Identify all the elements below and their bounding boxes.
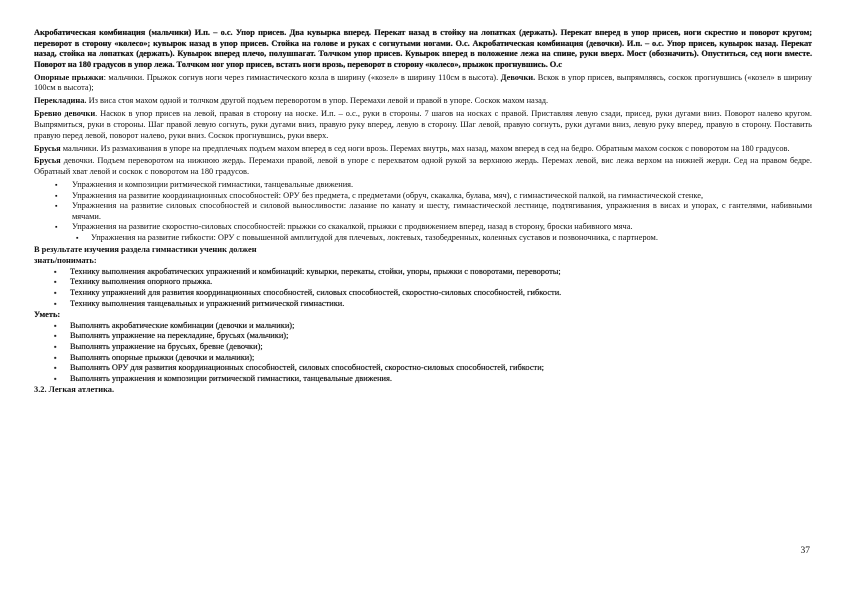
know-label: знать/понимать: (34, 256, 97, 266)
bar-paragraph (34, 96, 812, 107)
list-item: ▪ Выполнять упражнение на перекладине, брусьях (мальчики); (34, 331, 812, 342)
list-item: ▪ Технику выполнения акробатических упражнений и комбинаций: кувырки, перекаты, стойки, упоры, прыжки с поворотами, перевороты; (34, 267, 812, 278)
list-item: ▪ Упражнения на развитие скоростно-силовых способностей: прыжки со скакалкой, прыжки с продвижением вперед, назад в сторону, броски набивного мяча. (34, 222, 812, 233)
parallel-bars-paragraph (34, 144, 812, 155)
vault-paragraph (34, 73, 812, 94)
list-item: ▪ Выполнять упражнения и композиции ритмической гимнастики, танцевальные движения. (34, 374, 812, 385)
list-item: ▪ Упражнения на развитие силовых способностей и силовой выносливости: лазание по канату и шесту, гимнастической лестнице, подтягивания, упражнения в висах и упорах, с гантелями, набивными мячами. (34, 201, 812, 222)
beam-text: . Наскок в упор присев на левой, правая в сторону на носке. И.п. – о.с., руки в стороны. 7 шагов на носках с правой. Приставляя левую сзади, присед, руки дугами вниз. Поворот налево кругом. Выпрямиться, руки в стороны. Шаг правой левую согнуть, руки дугами вниз, правую руку вперед, левую в сторону. Шаг левой, правую согнуть, руки дугами вниз, левую руку вперед, правую в сторону. Поставить правую перед левой, поворот налево, руки вниз. Соскок прогнувшись, руки вверх. (34, 109, 812, 140)
exercise-list (34, 180, 812, 233)
page-number: 37 (800, 546, 810, 556)
list-item: ▪ Выполнять опорные прыжки (девочки и мальчики); (34, 353, 812, 364)
acrobatics-paragraph (34, 28, 812, 70)
list-item: ▪ Технику упражнений для развития координационных способностей, силовых способностей, скоростно-силовых способностей, гибкости. (34, 288, 812, 299)
beam-paragraph (34, 109, 812, 141)
next-section-title: 3.2. Легкая атлетика. (34, 385, 115, 395)
bar-text: Из виса стоя махом одной и толчком другой подъем переворотом в упор. Перемахи левой и правой в упоре. Соскок махом назад. (86, 96, 549, 106)
vault-girls-label: Девочки. (500, 72, 536, 82)
page-content (34, 28, 812, 396)
flexibility-list (34, 233, 812, 244)
beam-label: Бревно девочки (34, 109, 96, 119)
list-item: ▪ Выполнять упражнение на брусьях, бревне (девочки); (34, 342, 812, 353)
list-item: ▪ Упражнения на развитие координационных способностей: ОРУ без предмета, с предметами (обруч, скакалка, булава, мяч), с гимнастической палкой, на гимнастической стенке, (34, 191, 812, 202)
result-heading: В результате изучения раздела гимнастики ученик должен (34, 244, 257, 254)
can-label: Уметь: (34, 310, 61, 320)
list-item: ▪ Выполнять ОРУ для развития координационных способностей, силовых способностей, скоростно-силовых способностей, гибкости; (34, 363, 812, 374)
can-list (34, 321, 812, 385)
know-list (34, 267, 812, 309)
uneven-bars-paragraph (34, 156, 812, 177)
vault-label: Опорные прыжки (34, 72, 104, 82)
list-item: ▪ Упражнения на развитие гибкости: ОРУ с повышенной амплитудой для плечевых, локтевых, тазобедренных, коленных суставов и позвоночника, с партнером. (34, 233, 812, 244)
bar-label: Перекладина. (34, 96, 87, 106)
list-item: ▪ Технику выполнения опорного прыжка. (34, 277, 812, 288)
uneven-bars-text: девочки. Подъем переворотом на нижнюю жердь. Перемахи правой, левой в упоре с перехватом одной рукой за верхнюю жердь. Перемах левой, вис лежа верхом на нижней жерди. Сед на правом бедре. Обратный хват левой и соскок с поворотом на 180 градусов. (34, 156, 812, 177)
list-item: ▪ Выполнять акробатические комбинации (девочки и мальчики); (34, 321, 812, 332)
list-item: ▪ Технику выполнения танцевальных и упражнений ритмической гимнастики. (34, 299, 812, 310)
vault-girls-text: Вскок в упор присев, выпрямляясь, соскок прогнувшись («козел» в ширину 100см в высота); (34, 72, 812, 93)
parallel-bars-text: мальчики. Из размахивания в упоре на предплечьях подъем махом вперед в сед ноги врозь. Перемах внутрь, мах назад, махом вперед в сед на бедро. Обратным махом соскок с поворотом на 180 градусов. (60, 143, 790, 153)
acrobatics-text: Акробатическая комбинация (мальчики) И.п. – о.с. Упор присев. Два кувырка вперед. Перекат назад в стойку на лопатках (держать). Перекат вперед в упор присев, ноги скрестно и поворот кругом; переворот в сторону «колесо»; кувырок назад в упор присев. Стойка на голове и руках с согнутыми ногами. О.с. Акробатическая комбинация (девочки). И.п. – о.с. Упор присев, кувырок назад. Перекат назад, стойка на лопатках (держать). Кувырок вперед плечо, полушпагат. Толчком упор присев. Кувырок вперед в положение лежа на спине, руки вверх. Мост (обозначить). Опуститься, сед ноги вместе. Поворот на 180 градусов в упор лежа. Толчком ног упор присев, встать ноги врозь, переворот в сторону «колесо», прыжок прогнувшись. О.с (34, 28, 812, 69)
uneven-bars-label: Брусья (34, 156, 61, 166)
list-item: ▪ Упражнения и композиции ритмической гимнастики, танцевальные движения. (34, 180, 812, 191)
parallel-bars-label: Брусья (34, 143, 61, 153)
vault-text: : мальчики. Прыжок согнув ноги через гимнастического козла в ширину («козел» в ширину 110см в высота). (103, 72, 499, 82)
